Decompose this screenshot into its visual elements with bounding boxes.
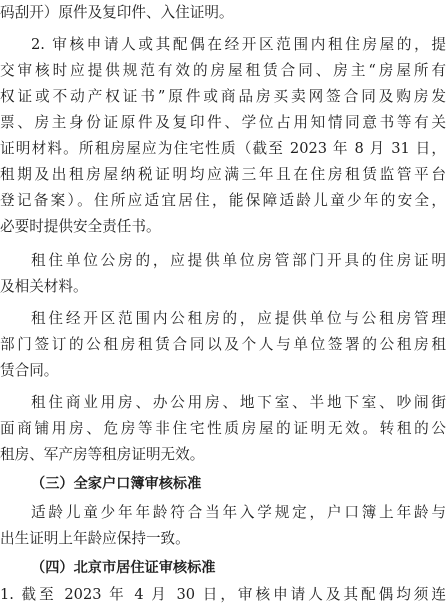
text-line-2: 2. 审核申请人或其配偶在经开区范围内租住房屋的，提 bbox=[31, 36, 446, 53]
text-line-6: 证明材料。所租房屋应为住宅性质（截至 2023 年 8 月 31 日， bbox=[0, 140, 446, 157]
text-line-16: 面商铺用房、危房等非住宅性质房屋的证明无效。转租的公 bbox=[0, 420, 446, 437]
text-line-14: 赁合同。 bbox=[0, 362, 59, 379]
text-line-3: 交审核时应提供规范有效的房屋租赁合同、房主“房屋所有 bbox=[0, 62, 446, 79]
section-heading-4: （四）北京市居住证审核标准 bbox=[31, 560, 216, 576]
text-line-22: 1. 截至 2023 年 4 月 30 日，审核申请人及其配偶均须连 bbox=[0, 586, 446, 603]
text-line-4: 权证或不动产权证书”原件或商品房买卖网签合同及购房发 bbox=[0, 88, 446, 105]
text-line-15: 租住商业用房、办公用房、地下室、半地下室、吵闹街 bbox=[31, 394, 446, 411]
text-line-19: 适龄儿童少年年龄符合当年入学规定，户口簿上年龄与 bbox=[31, 504, 446, 521]
text-line-1: 码刮开）原件及复印件、入住证明。 bbox=[0, 4, 234, 21]
text-line-13: 部门签订的公租房租赁合同以及个人与单位签署的公租房租 bbox=[0, 336, 446, 353]
text-line-9: 必要时提供安全责任书。 bbox=[0, 218, 161, 235]
text-line-5: 票、房主身份证原件及复印件、学位占用知情同意书等有关 bbox=[0, 114, 446, 131]
section-heading-3: （三）全家户口簿审核标准 bbox=[31, 476, 202, 492]
text-line-20: 出生证明上年龄应保持一致。 bbox=[0, 530, 190, 547]
text-line-10: 租住单位公房的，应提供单位房管部门开具的住房证明 bbox=[31, 252, 446, 269]
text-line-12: 租住经开区范围内公租房的，应提供单位与公租房管理 bbox=[31, 310, 446, 327]
text-line-11: 及相关材料。 bbox=[0, 278, 88, 295]
text-line-7: 租期及出租房屋纳税证明均应满三年且在住房租赁监管平台 bbox=[0, 166, 446, 183]
text-line-17: 租房、军产房等租房证明无效。 bbox=[0, 446, 205, 463]
text-line-8: 登记备案）。住所应适宜居住，能保障适龄儿童少年的安全， bbox=[0, 192, 446, 209]
